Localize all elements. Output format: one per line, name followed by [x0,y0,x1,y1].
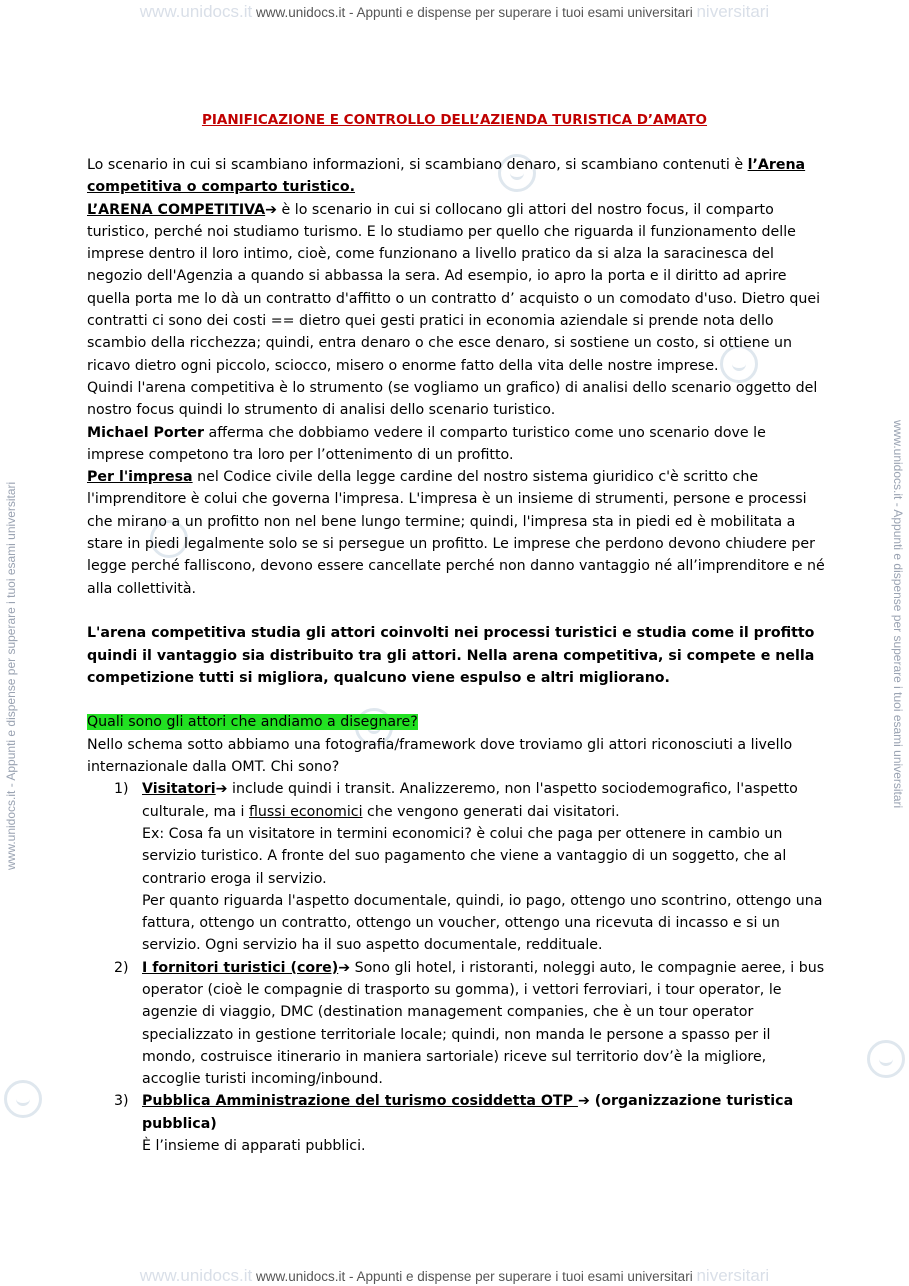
watermark-footer-ghost-left: www.unidocs.it [139,1266,253,1285]
intro-paragraph [87,154,827,199]
watermark-logo-icon [4,1080,42,1118]
porter-text: afferma che dobbiamo vedere il comparto turistico come uno scenario dove le imprese competono tra loro per l’ottenimento di un profitto. [87,424,766,463]
porter-name: Michael Porter [87,424,205,441]
item-text: Sono gli hotel, i ristoranti, noleggi auto, le compagnie aeree, i bus operator (cioè le compagnie di trasporto su gomma), i vettori ferroviari, i tour operator, le agenzie di viaggio, DMC (destination management companies, che è un tour operator specializzato in gestione territoriale locale; quindi, non manda le persone a spasso per il mondo, costruisce itinerario in maniera sartoriale) riceve sul territorio dov’è la migliore, accoglie turisti incoming/inbound. [142,959,825,1088]
schema-intro: Nello schema sotto abbiamo una fotografia/framework dove troviamo gli attori riconosciuti a livello internazionale dalla OMT. Chi sono? [87,736,793,776]
watermark-header [0,2,909,22]
document-body [87,154,827,1157]
impresa-text: nel Codice civile della legge cardine del nostro sistema giuridico c'è scritto che l'imprenditore è colui che governa l'impresa. L'impresa è un insieme di strumenti, persone e processi che mirano a un profitto non nel bene lungo termine; quindi, l'impresa sta in piedi ed è mobilitata a stare in piedi legalmente solo se si persegue un profitto. Le imprese che perdono devono chiudere per legge perché falliscono, devono essere cancellate perché non danno vantaggio né all’imprenditore e né alla collettività. [87,469,825,597]
item-text: include quindi i transit. Analizzeremo, non l'aspetto sociodemografico, l'aspetto culturale, ma i [142,781,798,820]
item-example: Ex: Cosa fa un visitatore in termini economici? è colui che paga per ottenere in cambio un servizio turistico. A fronte del suo pagamento che viene a vantaggio di un soggetto, che al contrario eroga il servizio. [142,825,787,887]
highlighted-question: Quali sono gli attori che andiamo a disegnare? [87,714,418,731]
item-sub: È l’insieme di apparati pubblici. [142,1138,366,1155]
watermark-logo-icon [867,1040,905,1078]
document-title: PIANIFICAZIONE E CONTROLLO DELL’AZIENDA TURISTICA D’AMATO [201,112,708,128]
item-heading: Visitatori [142,781,216,798]
analysis-paragraph: Quindi l'arena competitiva è lo strumento (se vogliamo un grafico) di analisi dello scenario oggetto del nostro focus quindi lo strumento di analisi dello scenario turistico. [87,379,818,419]
list-number: 2) [114,959,129,976]
list-item [87,778,827,956]
underlined-term: flussi economici [248,803,363,820]
actors-list [87,778,827,1157]
arena-heading: L’ARENA COMPETITIVA [87,201,266,218]
watermark-footer-text: www.unidocs.it - Appunti e dispense per superare i tuoi esami universitari [255,1269,693,1284]
item-heading: I fornitori turistici (core) [142,959,339,976]
arrow-icon: ➔ [338,959,351,976]
impresa-paragraph [87,466,827,600]
watermark-side-right: www.unidocs.it - Appunti e dispense per superare i tuoi esami universitari [891,420,905,809]
bold-paragraph: L'arena competitiva studia gli attori coinvolti nei processi turistici e studia come il profitto quindi il vantaggio sia distribuito tra gli attori. Nella arena competitiva, si compete e nella competizione tutti si migliora, qualcuno viene espulso e altri migliorano. [87,625,815,686]
item-text: (organizzazione turistica pubblica) [142,1093,794,1132]
question-line [87,711,827,733]
arrow-icon: ➔ [577,1093,590,1110]
watermark-ghost-left: www.unidocs.it [139,2,253,21]
list-number: 1) [114,781,129,798]
watermark-header-text: www.unidocs.it - Appunti e dispense per superare i tuoi esami universitari [255,5,693,20]
item-text: che vengono generati dai visitatori. [362,803,620,820]
list-item [87,1090,827,1157]
arrow-icon: ➔ [265,201,278,218]
impresa-heading: Per l'impresa [87,469,193,486]
arena-text: è lo scenario in cui si collocano gli attori del nostro focus, il comparto turistico, perché noi studiamo turismo. E lo studiamo per quello che riguarda il funzionamento delle imprese dentro il loro intimo, cioè, come funzionano a livello pratico da si alza la saracinesca del negozio dell'Agenzia a quando si abbassa la sera. Ad esempio, io apro la porta e il diritto ad aprire quella porta me lo dà un contratto d'affitto o un contratto d’ acquisto o un comodato d'uso. Dietro quei contratti ci sono dei costi == dietro quei gesti pratici in economia aziendale si prende nota dello scambio della ricchezza; quindi, entra denaro o che esce denaro, si sostiene un costo, si ottiene un ricavo dietro ogni piccolo, sciocco, misero o enorme fatto della vita delle nostre imprese. [87,201,821,374]
item-documental: Per quanto riguarda l'aspetto documentale, quindi, io pago, ottengo uno scontrino, ottengo una fattura, ottengo un contratto, ottengo un voucher, ottengo una ricevuta di incasso e si un servizio. Ogni servizio ha il suo aspetto documentale, reddituale. [142,892,823,954]
watermark-footer [0,1266,909,1286]
arrow-icon: ➔ [215,781,228,798]
watermark-side-left: www.unidocs.it - Appunti e dispense per superare i tuoi esami universitari [4,481,18,870]
arena-paragraph [87,199,827,377]
intro-text: Lo scenario in cui si scambiano informazioni, si scambiano denaro, si scambiano contenuti è [87,157,748,173]
list-item [87,957,827,1091]
watermark-ghost-right: niversitari [696,2,770,21]
porter-paragraph [87,422,827,467]
item-heading: Pubblica Amministrazione del turismo cosiddetta OTP [142,1093,578,1110]
list-number: 3) [114,1093,129,1110]
watermark-footer-ghost-right: niversitari [696,1266,770,1285]
arena-definition: l’Arena competitiva o comparto turistico. [87,157,806,196]
